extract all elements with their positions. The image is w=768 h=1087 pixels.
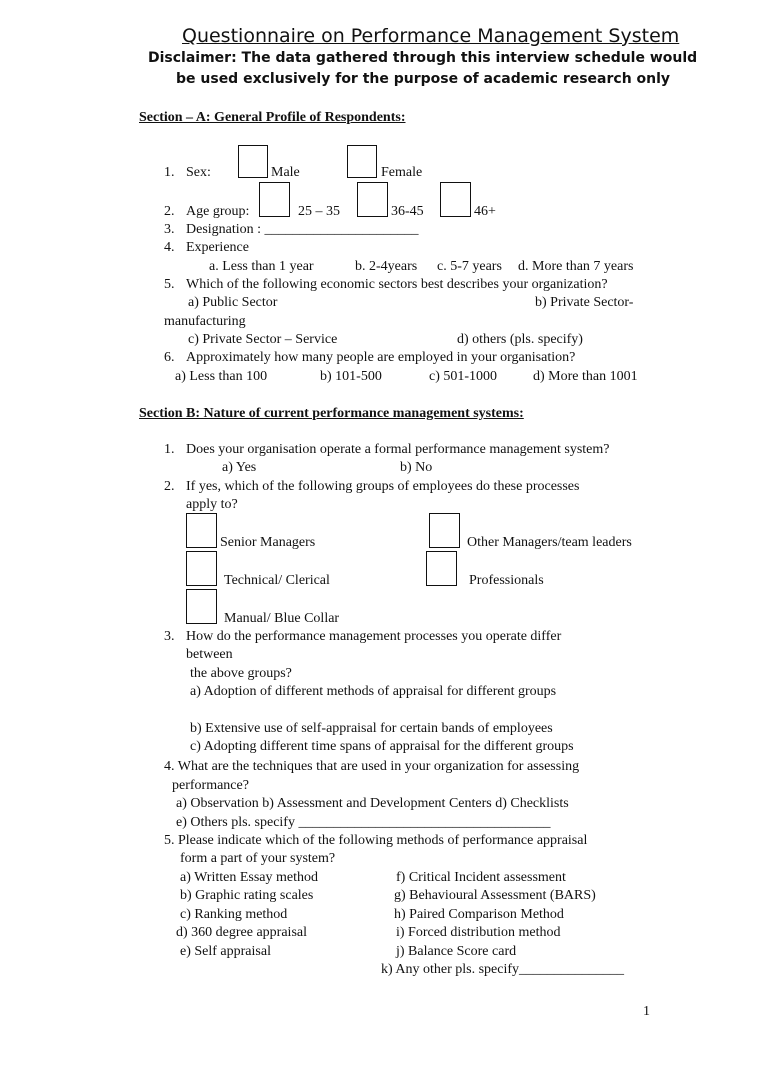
question-number: 4. [164,240,175,255]
method-option-g[interactable]: g) Behavioural Assessment (BARS) [394,888,596,903]
techniques-other-field[interactable]: e) Others pls. specify ____________________________________ [176,815,551,830]
sex-label: Sex: [186,165,211,180]
formal-pms-yes[interactable]: a) Yes [222,460,257,475]
section-a-heading: Section – A: General Profile of Respondents: [139,110,406,125]
section-b-heading: Section B: Nature of current performance management systems: [139,406,524,421]
male-option-label: Male [271,165,300,180]
age-36-45-label: 36-45 [391,204,424,219]
employees-option-c[interactable]: c) 501-1000 [429,369,498,384]
professionals-label: Professionals [469,573,544,588]
experience-option-d[interactable]: d. More than 7 years [518,259,634,274]
experience-option-b[interactable]: b. 2-4years [355,259,418,274]
employees-option-a[interactable]: a) Less than 100 [175,369,268,384]
processes-differ-question-continued: the above groups? [190,666,292,681]
employees-option-d[interactable]: d) More than 1001 [533,369,638,384]
method-option-d[interactable]: d) 360 degree appraisal [176,925,307,940]
manual-blue-collar-checkbox[interactable] [186,589,217,624]
techniques-question-continued: performance? [172,778,249,793]
female-option-label: Female [381,165,423,180]
method-option-e[interactable]: e) Self appraisal [180,944,271,959]
employee-groups-question-continued: apply to? [186,497,238,512]
age-25-35-checkbox[interactable] [259,182,290,217]
sector-option-b-continued: manufacturing [164,314,246,329]
formal-pms-no[interactable]: b) No [400,460,433,475]
processes-differ-option-b[interactable]: b) Extensive use of self-appraisal for certain bands of employees [190,721,553,736]
sector-option-a[interactable]: a) Public Sector [188,295,278,310]
senior-managers-label: Senior Managers [220,535,316,550]
techniques-options[interactable]: a) Observation b) Assessment and Development Centers d) Checklists [176,796,569,811]
question-number: 2. [164,204,175,219]
method-option-c[interactable]: c) Ranking method [180,907,288,922]
senior-managers-checkbox[interactable] [186,513,217,548]
page-number: 1 [643,1004,650,1019]
question-number: 3. [164,222,175,237]
processes-differ-question-continued: between [186,647,233,662]
designation-field[interactable]: Designation : ______________________ [186,222,419,237]
method-option-k[interactable]: k) Any other pls. specify_______________ [381,962,625,977]
employee-groups-question: If yes, which of the following groups of employees do these processes [186,479,580,494]
employees-question: Approximately how many people are employed in your organisation? [186,350,576,365]
question-number: 6. [164,350,175,365]
experience-option-c[interactable]: c. 5-7 years [437,259,502,274]
page-title: Questionnaire on Performance Management System [182,25,680,47]
male-checkbox[interactable] [238,145,268,178]
sector-option-b[interactable]: b) Private Sector- [535,295,634,310]
processes-differ-option-c[interactable]: c) Adopting different time spans of appraisal for the different groups [190,739,574,754]
question-number: 1. [164,165,175,180]
processes-differ-option-a[interactable]: a) Adoption of different methods of appraisal for different groups [190,684,557,699]
disclaimer-line-1: Disclaimer: The data gathered through this interview schedule would [148,50,698,66]
processes-differ-question: How do the performance management processes you operate differ [186,629,562,644]
professionals-checkbox[interactable] [426,551,457,586]
experience-option-a[interactable]: a. Less than 1 year [209,259,314,274]
sector-question: Which of the following economic sectors best describes your organization? [186,277,608,292]
formal-pms-question: Does your organisation operate a formal performance management system? [186,442,610,457]
appraisal-methods-question-continued: form a part of your system? [180,851,336,866]
method-option-b[interactable]: b) Graphic rating scales [180,888,314,903]
sector-option-d[interactable]: d) others (pls. specify) [457,332,583,347]
method-option-i[interactable]: i) Forced distribution method [396,925,561,940]
question-number: 1. [164,442,175,457]
techniques-question: 4. What are the techniques that are used in your organization for assessing [164,759,580,774]
employees-option-b[interactable]: b) 101-500 [320,369,382,384]
age-36-45-checkbox[interactable] [357,182,388,217]
question-number: 2. [164,479,175,494]
other-managers-label: Other Managers/team leaders [467,535,632,550]
age-46-plus-label: 46+ [474,204,496,219]
method-option-j[interactable]: j) Balance Score card [396,944,517,959]
question-number: 5. [164,277,175,292]
disclaimer-line-2: be used exclusively for the purpose of academic research only [176,71,671,87]
manual-blue-collar-label: Manual/ Blue Collar [224,611,340,626]
age-group-label: Age group: [186,204,250,219]
technical-clerical-checkbox[interactable] [186,551,217,586]
other-managers-checkbox[interactable] [429,513,460,548]
appraisal-methods-question: 5. Please indicate which of the following methods of performance appraisal [164,833,588,848]
experience-label: Experience [186,240,249,255]
age-46-plus-checkbox[interactable] [440,182,471,217]
female-checkbox[interactable] [347,145,377,178]
method-option-h[interactable]: h) Paired Comparison Method [394,907,564,922]
sector-option-c[interactable]: c) Private Sector – Service [188,332,338,347]
question-number: 3. [164,629,175,644]
method-option-a[interactable]: a) Written Essay method [180,870,318,885]
method-option-f[interactable]: f) Critical Incident assessment [396,870,566,885]
age-25-35-label: 25 – 35 [298,204,340,219]
technical-clerical-label: Technical/ Clerical [224,573,330,588]
